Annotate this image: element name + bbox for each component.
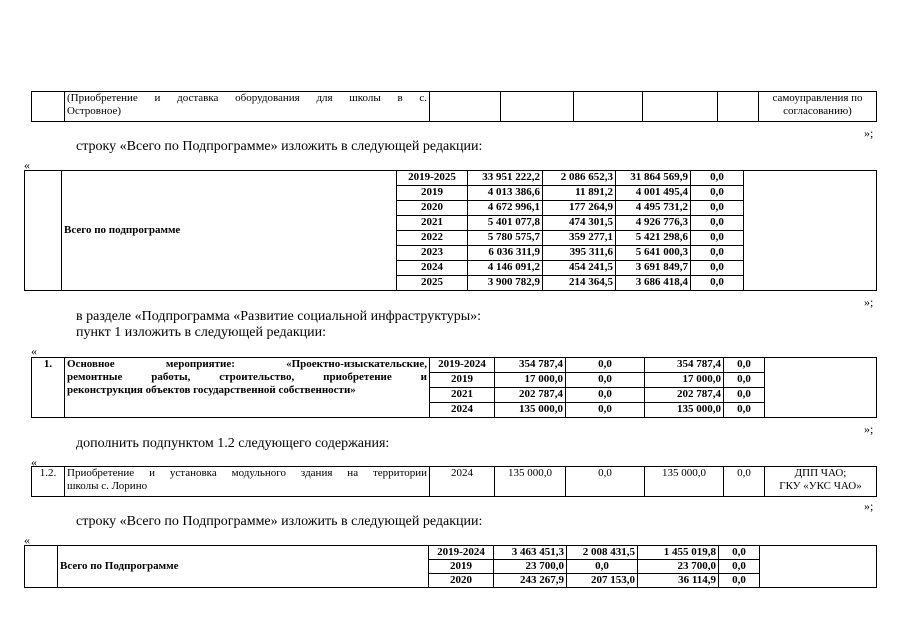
item-number: 1.2. [32,467,65,497]
federal-cell: 0,0 [566,403,645,418]
table-total-subprogram-2 [24,545,877,588]
item-number: 1. [32,358,65,418]
cell-empty [718,92,759,122]
total-cell: 135 000,0 [495,403,566,418]
regional-cell: 4 495 731,2 [616,201,691,216]
cell-empty [744,171,877,291]
regional-cell: 5 641 000,3 [616,246,691,261]
regional-cell: 3 691 849,7 [616,261,691,276]
federal-cell: 0,0 [566,388,645,403]
federal-cell: 0,0 [566,358,645,373]
row-label: Всего по Подпрограмме [58,546,429,588]
total-cell: 354 787,4 [495,358,566,373]
federal-cell: 0,0 [566,467,645,497]
table-item-1 [31,357,877,418]
cell-empty [574,92,643,122]
other-cell: 0,0 [691,276,744,291]
federal-cell: 207 153,0 [567,574,638,588]
other-cell: 0,0 [691,201,744,216]
desc-line-2: Островное) [67,105,122,117]
regional-cell: 31 864 569,9 [616,171,691,186]
total-cell: 6 036 311,9 [468,246,543,261]
period-cell: 2021 [397,216,468,231]
total-cell: 17 000,0 [495,373,566,388]
federal-cell: 177 264,9 [543,201,616,216]
period-cell: 2019 [429,560,494,574]
cell-empty [25,546,58,588]
other-cell: 0,0 [691,261,744,276]
row-label: Всего по подпрограмме [62,171,397,291]
regional-cell: 354 787,4 [645,358,724,373]
other-cell: 0,0 [724,358,765,373]
total-cell: 3 463 451,3 [494,546,567,560]
resp-line-1: ДПП ЧАО; [794,467,847,479]
item-description [65,467,430,497]
regional-cell: 4 926 776,3 [616,216,691,231]
federal-cell: 2 086 652,3 [543,171,616,186]
period-cell: 2025 [397,276,468,291]
federal-cell: 359 277,1 [543,231,616,246]
period-cell: 2020 [429,574,494,588]
period-cell: 2019 [397,186,468,201]
federal-cell: 395 311,6 [543,246,616,261]
regional-cell: 4 001 495,4 [616,186,691,201]
close-quote: »; [864,126,874,140]
desc-line-3: реконструкция объектов государственной собственности» [67,384,356,396]
other-cell: 0,0 [724,388,765,403]
regional-cell: 1 455 019,8 [638,546,719,560]
responsible-cell [759,92,877,122]
regional-cell: 3 686 418,4 [616,276,691,291]
desc-line-1: Приобретение и установка модульного здания на территории [67,467,427,479]
total-cell: 243 267,9 [494,574,567,588]
regional-cell: 202 787,4 [645,388,724,403]
other-cell: 0,0 [691,231,744,246]
resp-line-1: самоуправления по [772,92,863,104]
other-cell: 0,0 [724,373,765,388]
open-quote: « [24,533,30,547]
period-cell: 2023 [397,246,468,261]
item-description [65,358,430,418]
regional-cell: 135 000,0 [645,467,724,497]
desc-line-1: Основное мероприятие: «Проектно-изыскательские, [67,358,427,370]
table-total-subprogram-1 [24,170,877,291]
cell-empty [430,92,501,122]
regional-cell: 36 114,9 [638,574,719,588]
open-quote: « [31,344,37,358]
desc-line-2: ремонтные работы, строительство, приобретение и [67,371,427,383]
item-description [65,92,430,122]
desc-line-2: школы с. Лорино [67,480,148,492]
other-cell: 0,0 [719,546,760,560]
close-quote: »; [864,422,874,436]
resp-line-2: согласованию) [783,105,852,117]
federal-cell: 0,0 [566,373,645,388]
regional-cell: 23 700,0 [638,560,719,574]
total-cell: 4 146 091,2 [468,261,543,276]
period-cell: 2024 [430,467,495,497]
open-quote: « [24,158,30,172]
total-cell: 33 951 222,2 [468,171,543,186]
resp-line-2: ГКУ «УКС ЧАО» [779,480,862,492]
total-cell: 4 672 996,1 [468,201,543,216]
total-cell: 5 780 575,7 [468,231,543,246]
federal-cell: 0,0 [567,560,638,574]
cell-empty [501,92,574,122]
total-cell: 23 700,0 [494,560,567,574]
cell-empty [760,546,877,588]
instruction-text-3: пункт 1 изложить в следующей редакции: [76,325,326,340]
total-cell: 5 401 077,8 [468,216,543,231]
period-cell: 2022 [397,231,468,246]
other-cell: 0,0 [691,171,744,186]
period-cell: 2024 [397,261,468,276]
other-cell: 0,0 [724,403,765,418]
instruction-text-1: строку «Всего по Подпрограмме» изложить в следующей редакции: [76,139,483,154]
total-cell: 135 000,0 [495,467,566,497]
total-cell: 3 900 782,9 [468,276,543,291]
open-quote: « [31,455,37,469]
cell-empty [765,358,877,418]
close-quote: »; [864,295,874,309]
period-cell: 2021 [430,388,495,403]
cell-empty [643,92,718,122]
other-cell: 0,0 [724,467,765,497]
federal-cell: 11 891,2 [543,186,616,201]
instruction-text-4: дополнить подпунктом 1.2 следующего содержания: [76,436,390,451]
instruction-text-2: в разделе «Подпрограмма «Развитие социальной инфраструктуры»: [76,309,482,324]
federal-cell: 214 364,5 [543,276,616,291]
cell-empty [25,171,62,291]
period-cell: 2019-2024 [429,546,494,560]
federal-cell: 454 241,5 [543,261,616,276]
desc-line-1: (Приобретение и доставка оборудования для школы в с. [67,92,427,104]
federal-cell: 474 301,5 [543,216,616,231]
regional-cell: 17 000,0 [645,373,724,388]
instruction-text-5: строку «Всего по Подпрограмме» изложить в следующей редакции: [76,514,483,529]
period-cell: 2019 [430,373,495,388]
other-cell: 0,0 [719,560,760,574]
table-item-1-2 [31,466,877,497]
period-cell: 2019-2025 [397,171,468,186]
table-fragment-top [31,91,877,122]
period-cell: 2019-2024 [430,358,495,373]
regional-cell: 5 421 298,6 [616,231,691,246]
period-cell: 2024 [430,403,495,418]
total-cell: 202 787,4 [495,388,566,403]
other-cell: 0,0 [691,186,744,201]
other-cell: 0,0 [691,246,744,261]
cell-empty [32,92,65,122]
period-cell: 2020 [397,201,468,216]
federal-cell: 2 008 431,5 [567,546,638,560]
regional-cell: 135 000,0 [645,403,724,418]
other-cell: 0,0 [691,216,744,231]
total-cell: 4 013 386,6 [468,186,543,201]
responsible-cell [765,467,877,497]
close-quote: »; [864,499,874,513]
other-cell: 0,0 [719,574,760,588]
